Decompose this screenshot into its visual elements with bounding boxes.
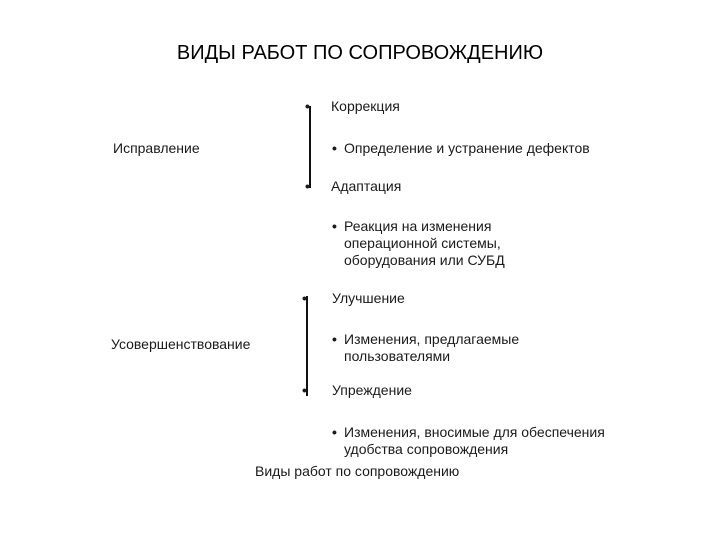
desc-line: Определение и устранение дефектов [344, 140, 590, 156]
bullet-icon: • [305, 178, 310, 194]
bullet-icon: • [332, 331, 337, 347]
bullet-icon: • [305, 98, 310, 114]
bracket-group-2 [306, 296, 308, 396]
item-desc-correction [332, 140, 590, 157]
item-label: Улучшение [332, 290, 405, 306]
item-correction [305, 98, 400, 114]
desc-line: Изменения, вносимые для обеспечения [344, 424, 605, 440]
bullet-icon: • [302, 382, 307, 398]
bullet-icon: • [302, 290, 307, 306]
desc-line: пользователями [344, 348, 451, 364]
item-desc-preventive [332, 424, 605, 458]
item-desc-adaptation [332, 218, 505, 269]
desc-line: Изменения, предлагаемые [344, 331, 520, 347]
desc-line: Реакция на изменения [344, 218, 492, 234]
item-desc-enhancement [332, 331, 520, 365]
desc-line: оборудования или СУБД [344, 252, 505, 268]
item-label: Упреждение [332, 382, 412, 398]
item-label: Адаптация [331, 178, 402, 194]
bullet-icon: • [332, 424, 337, 440]
group-label-improvement: Усовершенствование [111, 336, 251, 352]
desc-line: удобства сопровождения [344, 441, 509, 457]
item-enhancement [302, 290, 405, 306]
group-label-correction: Исправление [113, 140, 200, 156]
bracket-group-1 [309, 106, 311, 188]
item-preventive [302, 382, 412, 398]
bullet-icon: • [332, 140, 337, 156]
desc-line: операционной системы, [344, 235, 501, 251]
figure-caption: Виды работ по сопровождению [255, 463, 460, 479]
item-adaptation [305, 178, 401, 194]
page-title: ВИДЫ РАБОТ ПО СОПРОВОЖДЕНИЮ [176, 42, 544, 64]
bullet-icon: • [332, 218, 337, 234]
item-label: Коррекция [331, 98, 400, 114]
